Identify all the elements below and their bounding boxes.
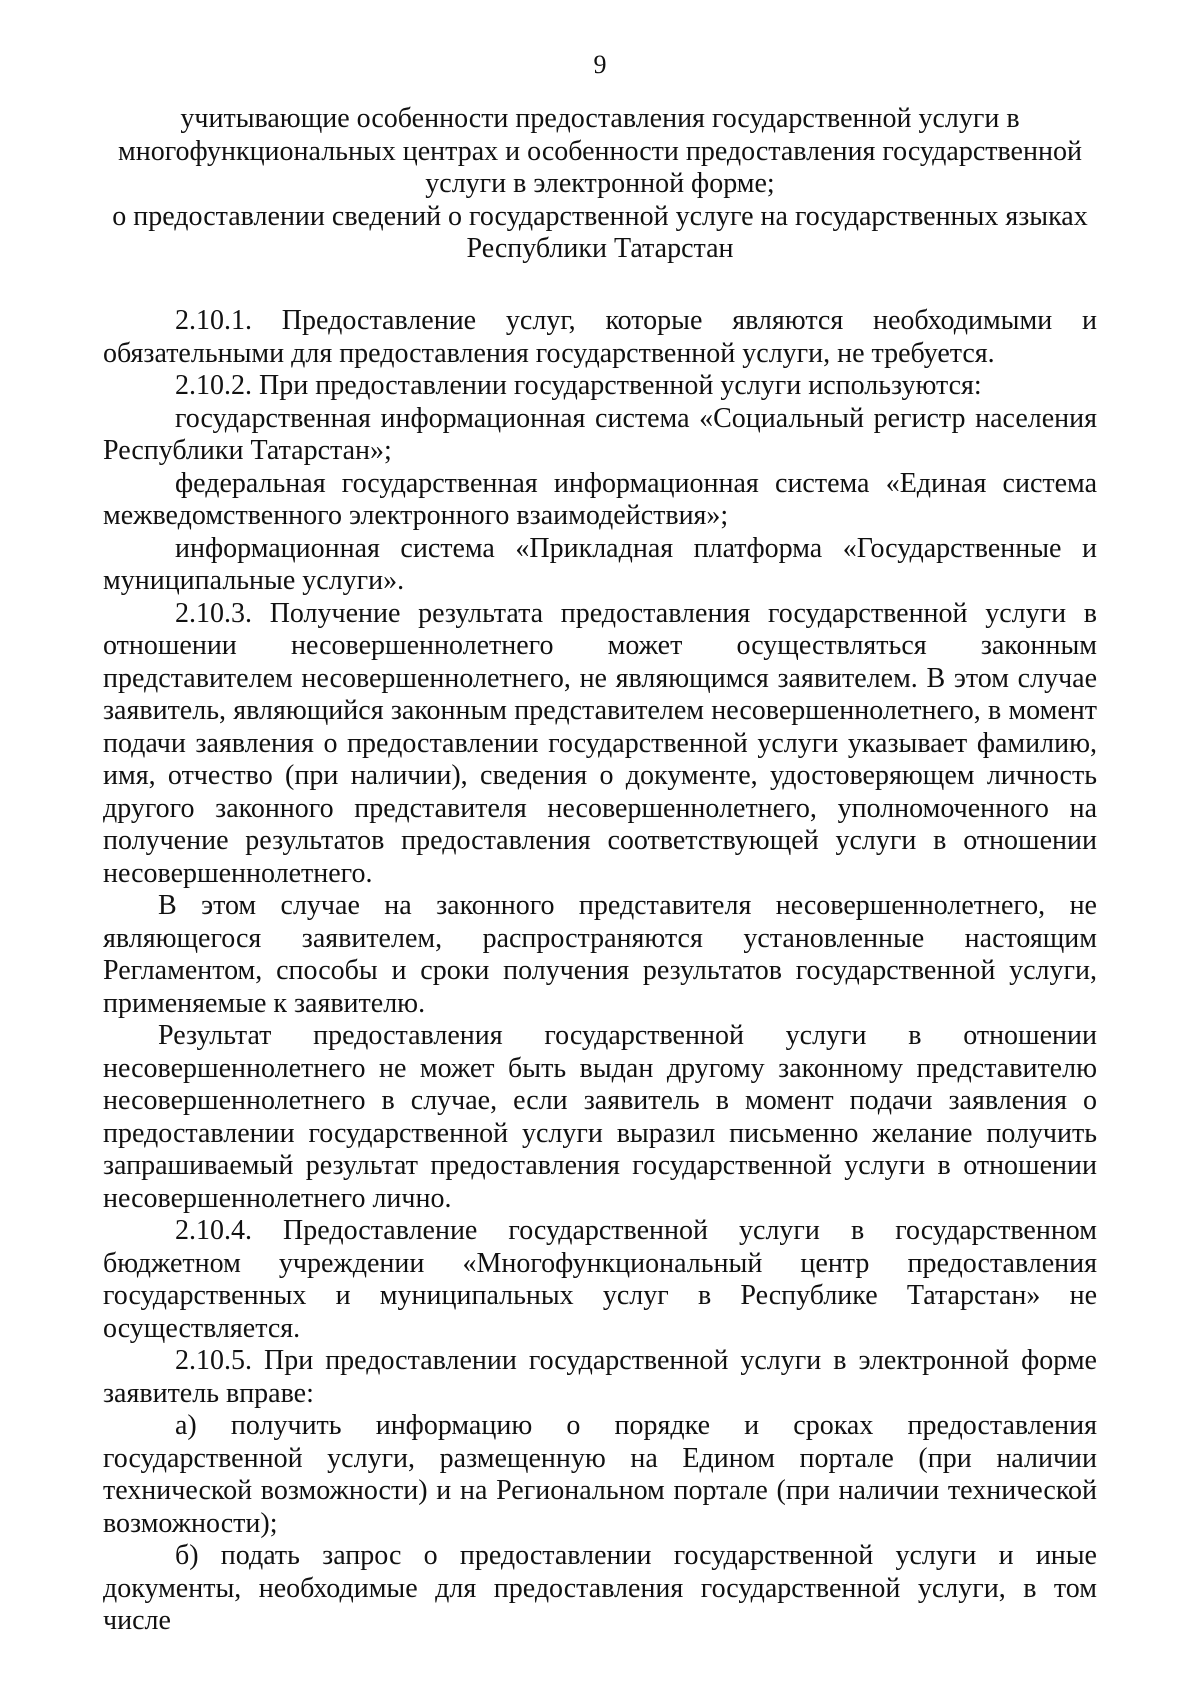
paragraph-item-b: б) подать запрос о предоставлении государственной услуги и иные документы, необходимые для предоставления государственной услуги, в том числе: [103, 1540, 1097, 1636]
heading-line: услуги в электронной форме;: [425, 168, 775, 199]
paragraph-smev: федеральная государственная информационная система «Единая система межведомственного электронного взаимодействия»;: [103, 467, 1097, 531]
heading-line: учитывающие особенности предоставления государственной услуги в: [180, 103, 1020, 134]
heading-line: многофункциональных центрах и особенности предоставления государственной: [118, 135, 1082, 167]
paragraph-2-10-1: 2.10.1. Предоставление услуг, которые являются необходимыми и обязательными для предоставления государственной услуги, не требуется.: [103, 305, 1097, 369]
heading-line: Республики Татарстан: [466, 233, 734, 264]
paragraph-social-register: государственная информационная система «Социальный регистр населения Республики Татарстан»;: [103, 402, 1097, 466]
paragraph-item-a: а) получить информацию о порядке и сроках предоставления государственной услуги, размещенную на Едином портале (при наличии технической возможности) и на Региональном портале (при наличии технической возможности);: [103, 1410, 1097, 1539]
paragraph-2-10-4: 2.10.4. Предоставление государственной услуги в государственном бюджетном учреждении «Многофункциональный центр предоставления государственных и муниципальных услуг в Республике Татарстан» не осуществляется.: [103, 1215, 1097, 1344]
heading-line: о предоставлении сведений о государственной услуге на государственных языках: [112, 200, 1088, 232]
paragraph-2-10-2: 2.10.2. При предоставлении государственной услуги используются:: [175, 370, 982, 401]
document-body: [103, 305, 1097, 1638]
paragraph-2-10-5: 2.10.5. При предоставлении государственной услуги в электронной форме заявитель вправе:: [103, 1345, 1097, 1409]
paragraph-applied-platform: информационная система «Прикладная платформа «Государственные и муниципальные услуги».: [103, 532, 1097, 596]
page-number: 9: [593, 50, 607, 79]
paragraph-result-minor: Результат предоставления государственной услуги в отношении несовершеннолетнего не может быть выдан другому законному представителю несовершеннолетнего в случае, если заявитель в момент подачи заявления о предоставлении государственной услуги выразил письменно желание получить запрашиваемый результат предоставления государственной услуги в отношении несовершеннолетнего лично.: [103, 1020, 1097, 1214]
paragraph-2-10-3: 2.10.3. Получение результата предоставления государственной услуги в отношении несовершеннолетнего может осуществляться законным представителем несовершеннолетнего, не являющимся заявителем. В этом случае заявитель, являющийся законным представителем несовершеннолетнего, в момент подачи заявления о предоставлении государственной услуги указывает фамилию, имя, отчество (при наличии), сведения о документе, удостоверяющем личность другого законного представителя несовершеннолетнего, уполномоченного на получение результатов предоставления соответствующей услуги в отношении несовершеннолетнего.: [103, 597, 1097, 889]
paragraph-representative: В этом случае на законного представителя несовершеннолетнего, не являющегося заявителем, распространяются установленные настоящим Регламентом, способы и сроки получения результатов государственной услуги, применяемые к заявителю.: [103, 890, 1097, 1019]
section-heading: [100, 103, 1100, 266]
